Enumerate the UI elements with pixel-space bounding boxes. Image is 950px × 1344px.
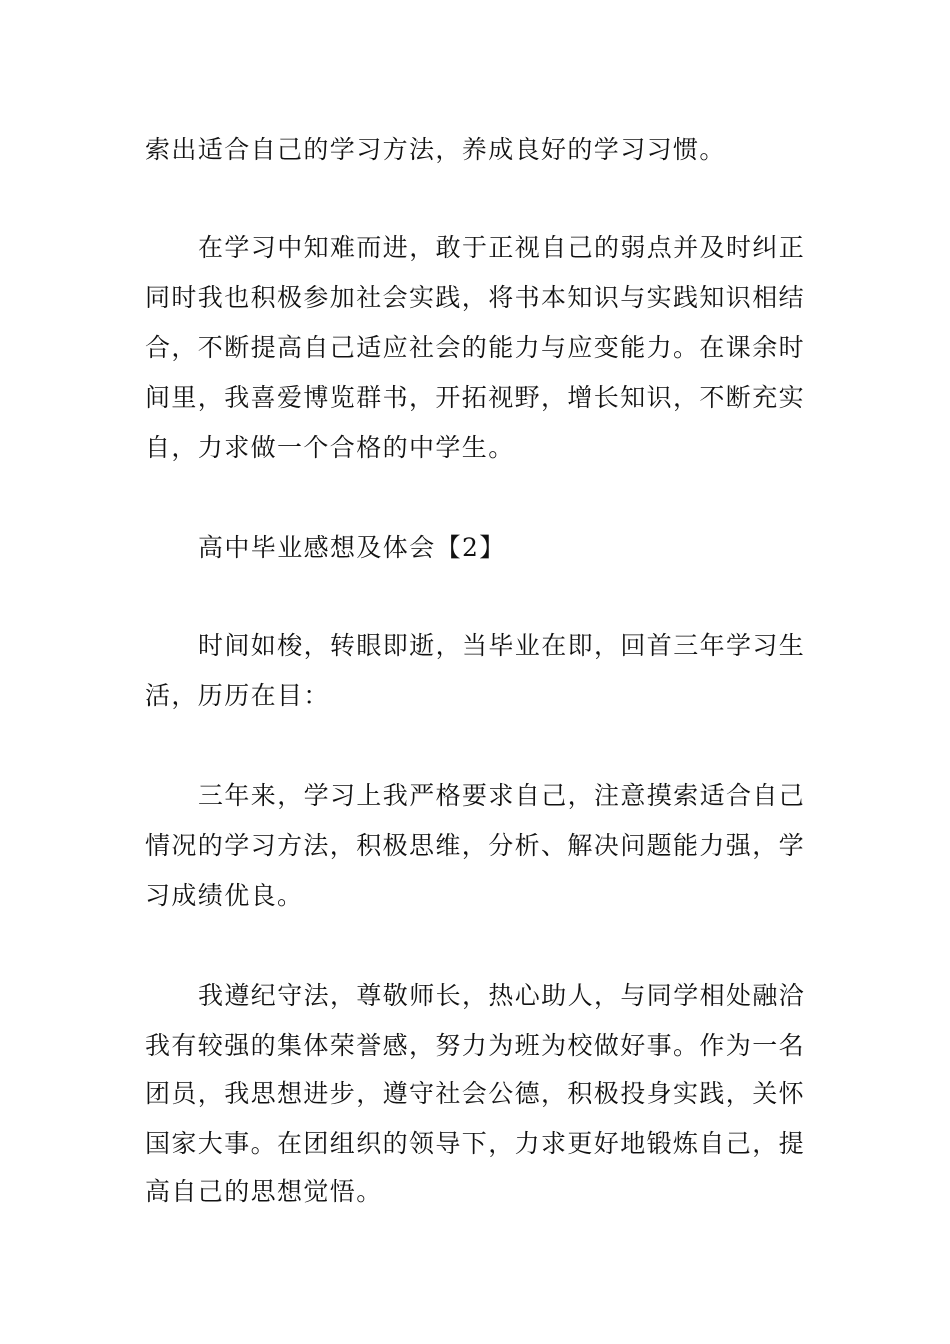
paragraph-5-line-2: 情况的学习方法，积极思维，分析、解决问题能力强，学 xyxy=(145,831,806,860)
paragraph-6-line-2: 我有较强的集体荣誉感，努力为班为校做好事。作为一名 xyxy=(145,1031,806,1060)
paragraph-5-line-1: 三年来，学习上我严格要求自己，注意摸索适合自己 xyxy=(198,781,806,810)
paragraph-4-line-1: 时间如梭，转眼即逝，当毕业在即，回首三年学习生 xyxy=(198,631,806,660)
paragraph-6-line-5: 高自己的思想觉悟。 xyxy=(145,1177,383,1206)
paragraph-6-line-4: 国家大事。在团组织的领导下，力求更好地锻炼自己，提 xyxy=(145,1129,806,1158)
paragraph-2-line-5: 自，力求做一个合格的中学生。 xyxy=(145,433,515,462)
paragraph-4-line-2: 活，历历在目： xyxy=(145,681,330,710)
paragraph-5-line-3: 习成绩优良。 xyxy=(145,881,304,910)
section-heading: 高中毕业感想及体会【2】 xyxy=(198,533,506,562)
paragraph-2-line-4: 间里，我喜爱博览群书，开拓视野，增长知识，不断充实 xyxy=(145,383,806,412)
paragraph-2-line-1: 在学习中知难而进，敢于正视自己的弱点并及时纠正 xyxy=(198,233,806,262)
paragraph-1-line-1: 索出适合自己的学习方法，养成良好的学习习惯。 xyxy=(145,135,726,164)
paragraph-2-line-3: 合，不断提高自己适应社会的能力与应变能力。在课余时 xyxy=(145,333,806,362)
paragraph-2-line-2: 同时我也积极参加社会实践，将书本知识与实践知识相结 xyxy=(145,283,806,312)
paragraph-6-line-3: 团员，我思想进步，遵守社会公德，积极投身实践，关怀 xyxy=(145,1079,806,1108)
paragraph-6-line-1: 我遵纪守法，尊敬师长，热心助人，与同学相处融洽 xyxy=(198,981,806,1010)
